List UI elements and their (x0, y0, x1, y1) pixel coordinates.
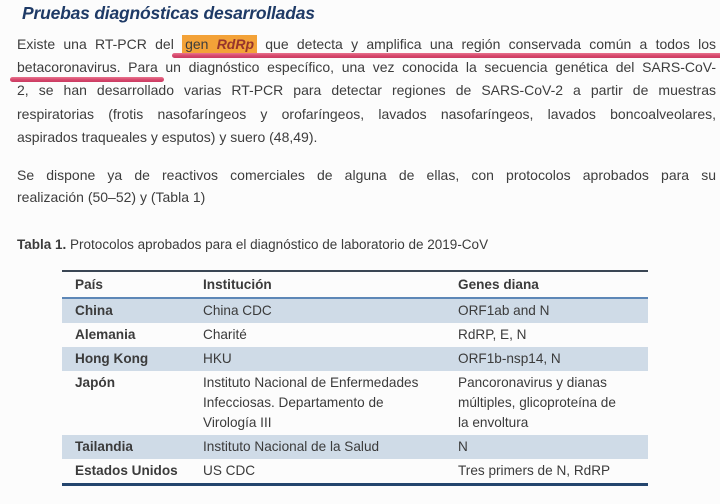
cell-pais: China (75, 303, 113, 318)
table-header (62, 271, 648, 298)
cell-genes: RdRP, E, N (458, 327, 527, 342)
text-run: que detecta y amplifica una región conservada común a todos los (257, 36, 716, 52)
text-run: Existe una RT-PCR del (17, 36, 183, 52)
table-caption-label: Tabla 1. (17, 237, 67, 252)
cell-institucion (190, 371, 452, 435)
cell-pais: Japón (75, 375, 116, 390)
pen-underline-top (172, 53, 720, 58)
cell-genes: Tres primers de N, RdRP (458, 463, 611, 478)
table-row-eeuu (62, 459, 648, 485)
table-row-japon (62, 371, 648, 435)
cell-pais: Alemania (75, 327, 136, 342)
paragraph-line: betacoronavirus. Para un diagnóstico específico, una vez conocida la secuencia genética del SARS-CoV- (17, 59, 716, 76)
cell-institucion: HKU (203, 351, 232, 366)
gene-name-italic: RdRp (216, 36, 255, 52)
section-title: Pruebas diagnósticas desarrolladas (22, 3, 315, 23)
paragraph-reactivos (17, 165, 716, 208)
paragraph-line: aspirados traqueales y esputos) y suero (48,49). (17, 128, 318, 145)
paragraph-line: respiratorias (frotis nasofaríngeos y orofaríngeos, lavados nasofaríngeos, lavados boncoalveolares, (17, 105, 716, 122)
cell-pais: Tailandia (75, 439, 133, 454)
table-row-china (62, 298, 648, 323)
pen-underline-betacoronavirus (10, 77, 164, 82)
cell-institucion: US CDC (203, 463, 256, 478)
cell-line: la envoltura (458, 415, 529, 430)
highlight-gen-rdrp (182, 35, 257, 54)
table-caption-text: Protocolos aprobados para el diagnóstico de laboratorio de 2019-CoV (70, 237, 489, 252)
table-row-hongkong (62, 347, 648, 371)
cell-line: Infecciosas. Departamento de (203, 395, 384, 410)
cell-genes: ORF1ab and N (458, 303, 550, 318)
col-header-pais: País (62, 271, 190, 298)
table-header-row (62, 271, 648, 298)
cell-institucion: Instituto Nacional de la Salud (203, 439, 380, 454)
cell-genes (452, 371, 648, 435)
paragraph-rtpcr (17, 33, 716, 149)
cell-line: Instituto Nacional de Enfermedades (203, 375, 419, 390)
cell-genes: N (458, 439, 468, 454)
cell-line: Virología III (203, 415, 272, 430)
cell-line: Pancoronavirus y dianas (458, 375, 607, 390)
cell-institucion: Charité (203, 327, 247, 342)
col-header-institucion: Institución (190, 271, 452, 298)
paragraph-line: realización (50–52) y (Tabla 1) (17, 188, 206, 205)
cell-genes: ORF1b-nsp14, N (458, 351, 561, 366)
table-row-tailandia (62, 435, 648, 459)
paragraph-line: Se dispone ya de reactivos comerciales de alguna de ellas, con protocolos aprobados para su (17, 167, 716, 183)
protocols-table (62, 270, 648, 486)
table-caption (17, 237, 488, 252)
cell-line: múltiples, glicoproteína de (458, 395, 616, 410)
col-header-genes: Genes diana (452, 271, 648, 298)
paragraph-line: 2, se han desarrollado varias RT-PCR para detectar regiones de SARS-CoV-2 a partir de muestras (17, 82, 716, 99)
table-row-alemania (62, 323, 648, 347)
text-run: gen (185, 36, 217, 52)
cell-institucion: China CDC (203, 303, 272, 318)
cell-pais: Estados Unidos (75, 463, 178, 478)
cell-pais: Hong Kong (75, 351, 149, 366)
